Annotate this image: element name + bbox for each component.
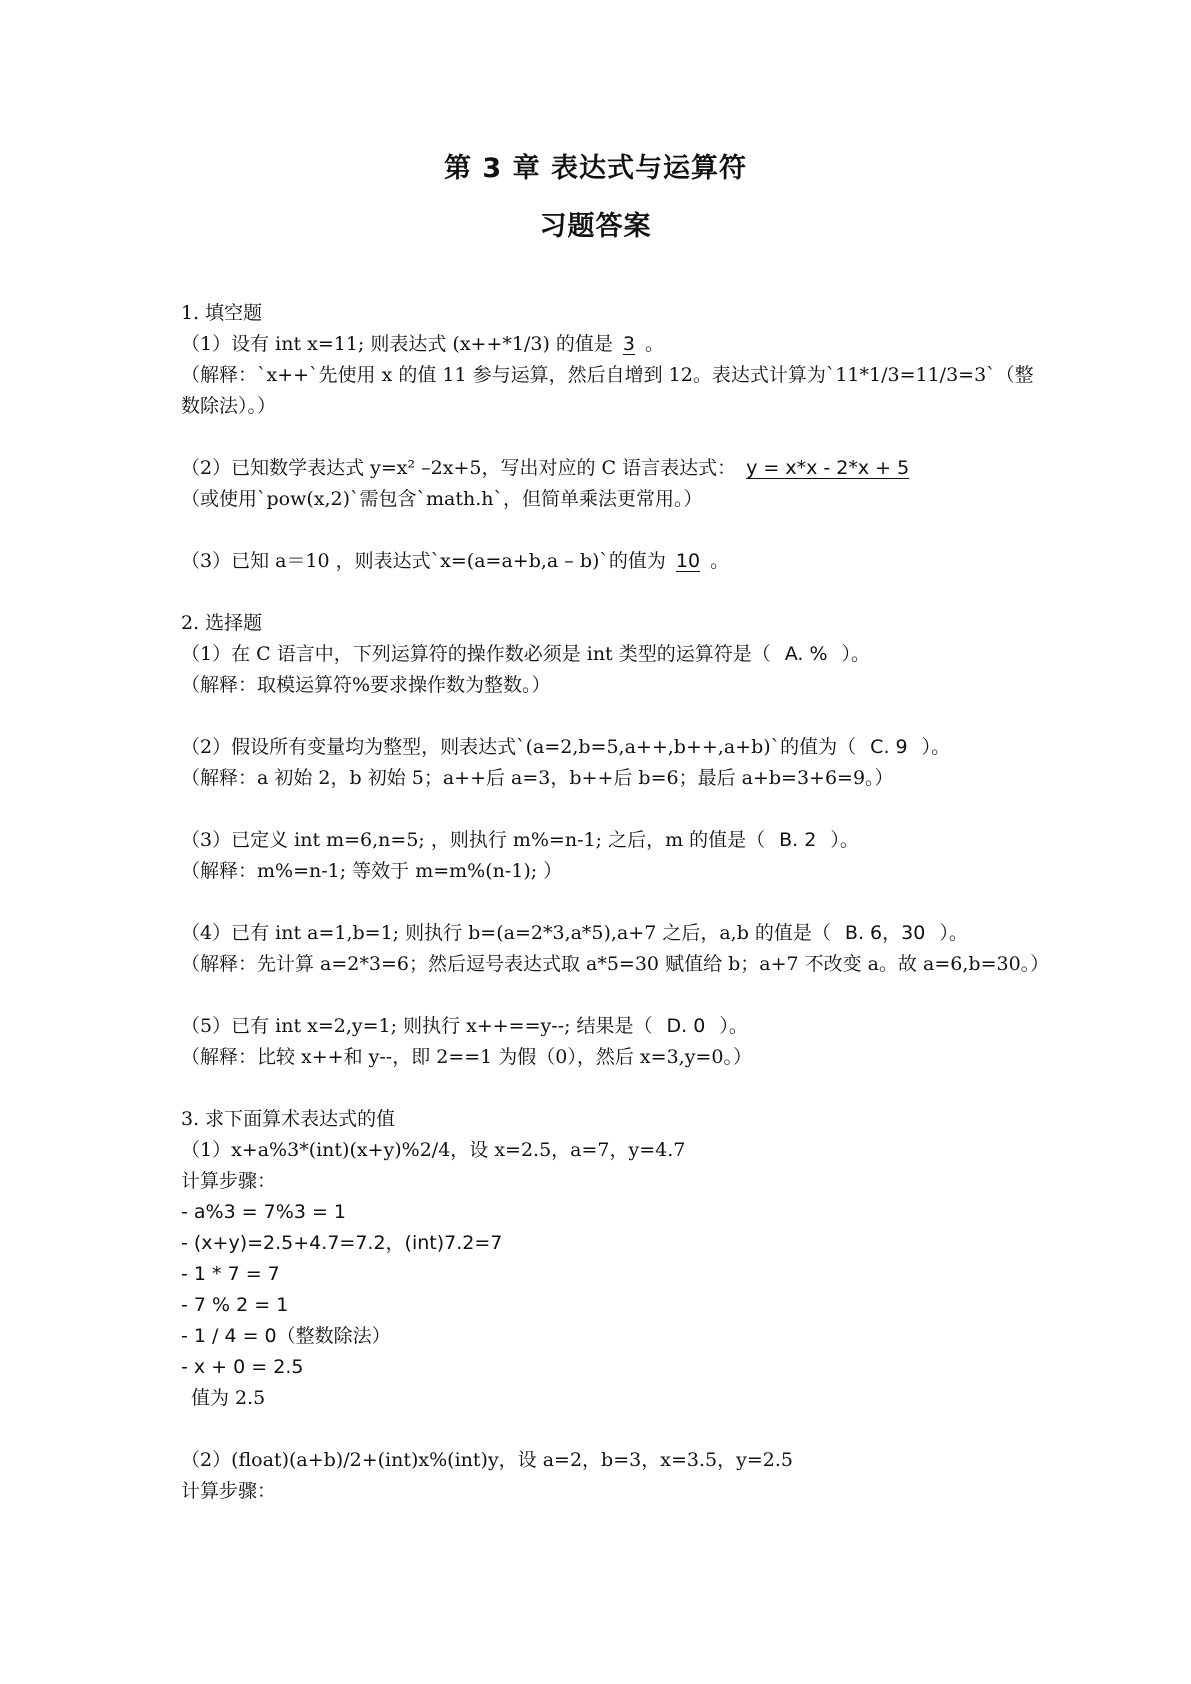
chapter-title: 第 3 章 表达式与运算符 <box>444 153 747 184</box>
section-1-question-1 <box>181 329 1041 360</box>
section-2-question-3-explanation: （解释：m%=n-1; 等效于 m=m%(n-1); ） <box>181 860 563 882</box>
question-text: （4）已有 int a=1,b=1; 则执行 b=(a=2*3,a*5),a+7 之后，a,b 的值是（ <box>181 922 831 944</box>
section-3-question-1-prompt: （1）x+a%3*(int)(x+y)%2/4，设 x=2.5，a=7，y=4.7 <box>181 1139 686 1161</box>
answer-blank: 10 <box>675 550 701 572</box>
section-3-heading: 3. 求下面算术表达式的值 <box>181 1108 396 1130</box>
steps-label: 计算步骤： <box>181 1480 277 1502</box>
question-text: （3）已知 a＝10 ，则表达式`x=(a=a+b,a – b)`的值为 <box>181 550 666 572</box>
question-suffix: ）。 <box>921 736 951 758</box>
question-text: （3）已定义 int m=6,n=5; ，则执行 m%=n-1; 之后，m 的值是（ <box>181 829 766 851</box>
calc-step: - a%3 = 7%3 = 1 <box>181 1201 346 1223</box>
answer-choice: A. % <box>784 643 828 665</box>
section-3-question-2-prompt: （2）(float)(a+b)/2+(int)x%(int)y，设 a=2，b=3，x=3.5，y=2.5 <box>181 1449 793 1471</box>
calc-step: - 7 % 2 = 1 <box>181 1294 289 1316</box>
question-text: （2）已知数学表达式 y=x² –2x+5，写出对应的 C 语言表达式： <box>181 457 737 479</box>
section-2-question-2-explanation: （解释：a 初始 2，b 初始 5；a++后 a=3，b++后 b=6；最后 a+b=3+6=9。） <box>181 767 894 789</box>
section-2-question-5 <box>181 1011 1041 1042</box>
question-suffix: ）。 <box>719 1015 748 1037</box>
question-text: （1）设有 int x=11; 则表达式 (x++*1/3) 的值是 <box>181 333 613 355</box>
section-1-heading: 1. 填空题 <box>181 302 263 324</box>
question-suffix: 。 <box>710 550 730 572</box>
question-suffix: ）。 <box>939 922 968 944</box>
section-2-question-5-explanation: （解释：比较 x++和 y--，即 2==1 为假（0），然后 x=3,y=0。） <box>181 1046 752 1068</box>
section-2-question-2 <box>181 732 1041 763</box>
answer-choice: B. 2 <box>779 829 817 851</box>
section-2-question-4-explanation: （解释：先计算 a=2*3=6；然后逗号表达式取 a*5=30 赋值给 b；a+7 不改变 a。故 a=6,b=30。） <box>181 953 1050 975</box>
calc-step: - 1 * 7 = 7 <box>181 1263 280 1285</box>
question-suffix: ）。 <box>841 643 871 665</box>
question-text: （2）假设所有变量均为整型，则表达式`(a=2,b=5,a++,b++,a+b)`的值为（ <box>181 736 857 758</box>
answer-blank: 3 <box>622 333 636 355</box>
page-subtitle: 习题答案 <box>539 211 652 242</box>
section-1-question-2-explanation: （或使用`pow(x,2)`需包含`math.h`，但简单乘法更常用。） <box>181 488 703 510</box>
answer-choice: B. 6，30 <box>844 922 926 944</box>
section-2-question-3 <box>181 825 1041 856</box>
document-body <box>181 298 1050 1507</box>
section-1-question-2 <box>181 453 1041 484</box>
section-2-question-1-explanation: （解释：取模运算符%要求操作数为整数。） <box>181 674 551 696</box>
answer-choice: D. 0 <box>666 1015 706 1037</box>
section-1-question-3 <box>181 546 1041 577</box>
question-suffix: 。 <box>645 333 665 355</box>
section-1-question-1-explanation: （解释：`x++`先使用 x 的值 11 参与运算，然后自增到 12。表达式计算为`11*1/3=11/3=3`（整数除法）。） <box>181 364 1034 417</box>
answer-blank: y = x*x - 2*x + 5 <box>746 457 910 479</box>
section-2-heading: 2. 选择题 <box>181 612 263 634</box>
steps-label: 计算步骤： <box>181 1170 277 1192</box>
question-suffix: ）。 <box>830 829 859 851</box>
calc-step: - (x+y)=2.5+4.7=7.2，(int)7.2=7 <box>181 1232 503 1254</box>
calc-step: - 1 / 4 = 0（整数除法） <box>181 1325 391 1347</box>
question-text: （5）已有 int x=2,y=1; 则执行 x++==y--; 结果是（ <box>181 1015 653 1037</box>
section-2-question-4 <box>181 918 1041 949</box>
question-text: （1）在 C 语言中，下列运算符的操作数必须是 int 类型的运算符是（ <box>181 643 771 665</box>
calc-step: - x + 0 = 2.5 <box>181 1356 304 1378</box>
calc-result: 值为 2.5 <box>191 1387 266 1409</box>
answer-choice: C. 9 <box>870 736 908 758</box>
section-2-question-1 <box>181 639 1041 670</box>
